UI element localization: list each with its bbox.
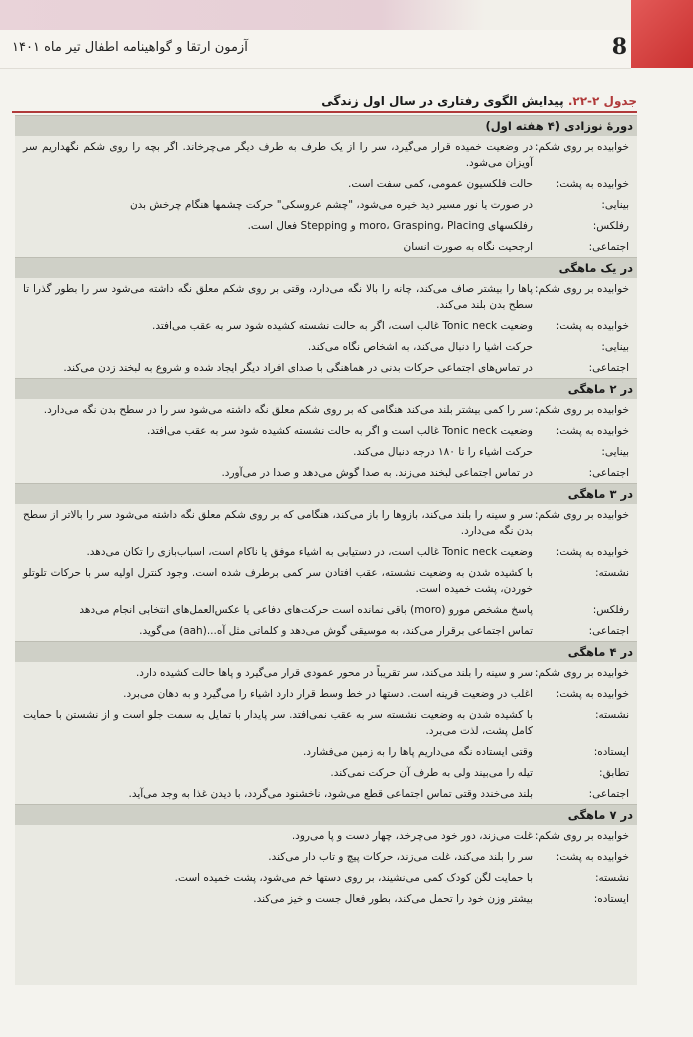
table-row [15,762,637,783]
table-row [15,336,637,357]
row-description: پاسخ مشخص مورو (moro) باقی نمانده است حرکت‌های دفاعی یا عکس‌العمل‌های انتخابی انجام می‌دهد [79,604,533,616]
table-row [15,683,637,704]
row-label: خوابیده بر روی شکم: [534,141,629,153]
table-row [15,562,637,599]
table-row [15,399,637,420]
row-label: خوابیده به پشت: [555,851,629,863]
table-row [15,741,637,762]
table-row [15,541,637,562]
row-label: ایستاده: [593,893,629,905]
section-heading: در ۲ ماهگی [15,378,637,399]
section-heading: دورهٔ نوزادی (۴ هفته اول) [15,115,637,136]
row-description: حرکت اشیاء را تا ۱۸۰ درجه دنبال می‌کند. [353,446,533,458]
table-row [15,236,637,257]
table-caption-title: پیدایش الگوی رفتاری در سال اول زندگی [321,94,564,108]
row-description: در وضعیت خمیده قرار می‌گیرد، سر را از یک طرف به طرف دیگر می‌چرخاند. اگر بچه را روی شکم نگهداریم سر آویزان می‌شود. [23,141,533,169]
table-caption [12,94,637,113]
table-row [15,278,637,315]
row-description: در صورت یا نور مسیر دید خیره می‌شود، "چشم عروسکی" حرکت چشمها هنگام چرخش بدن [129,199,533,211]
row-label: نشسته: [595,567,629,579]
table-row [15,173,637,194]
row-description: با کشیده شدن به وضعیت نشسته سر به عقب نمی‌افتد. سر پایدار با تمایل به سمت جلو است و از نشستن با حمایت کامل پشت، لذت می‌برد. [23,709,533,737]
row-description: تماس اجتماعی برقرار می‌کند، به موسیقی گوش می‌دهد و کلماتی مثل آه...(aah) می‌گوید. [139,625,533,637]
row-label: بینایی: [601,341,629,353]
row-description: وضعیت Tonic neck غالب است و اگر به حالت نشسته کشیده شود سر به عقب می‌افتد. [147,425,533,437]
row-label: تطابق: [599,767,629,779]
row-description: تیله را می‌بیند ولی به طرف آن حرکت نمی‌کند. [330,767,533,779]
row-description: غلت می‌زند، دور خود می‌چرخد، چهار دست و پا می‌رود. [291,830,533,842]
table-row [15,846,637,867]
section-heading: در ۳ ماهگی [15,483,637,504]
table-row [15,662,637,683]
table-row [15,704,637,741]
section-heading: در ۴ ماهگی [15,641,637,662]
table-row [15,136,637,173]
row-description: بلند می‌خندد وقتی تماس اجتماعی قطع می‌شود، ناخشنود می‌گردد، با دیدن غذا به وجد می‌آید. [128,788,533,800]
row-label: خوابیده به پشت: [555,546,629,558]
section-heading: در یک ماهگی [15,257,637,278]
row-label: خوابیده بر روی شکم: [534,404,629,416]
row-label: خوابیده بر روی شکم: [534,830,629,842]
row-label: اجتماعی: [588,362,629,374]
row-label: بینایی: [601,199,629,211]
row-label: ایستاده: [593,746,629,758]
table-row [15,504,637,541]
row-description: وقتی ایستاده نگه می‌داریم پاها را به زمین می‌فشارد. [302,746,533,758]
row-label: اجتماعی: [588,241,629,253]
row-label: خوابیده به پشت: [555,320,629,332]
table-row [15,462,637,483]
row-label: اجتماعی: [588,788,629,800]
table-row [15,867,637,888]
row-label: خوابیده به پشت: [555,688,629,700]
table-row [15,420,637,441]
table-row [15,441,637,462]
row-description: با کشیده شدن به وضعیت نشسته، عقب افتادن سر کمی برطرف شده است. وجود کنترل اولیه سر با حرکات تلوتلو خوردن، پشت خمیده است. [23,567,533,595]
table-row [15,357,637,378]
table-row [15,599,637,620]
table-row [15,825,637,846]
section-heading: در ۷ ماهگی [15,804,637,825]
top-color-band [0,0,693,30]
running-title: آزمون ارتقا و گواهینامه اطفال تیر ماه ۱۴۰۱ [12,40,248,55]
table-row [15,620,637,641]
row-description: با حمایت لگن کودک کمی می‌نشیند، بر روی دستها خم می‌شود، پشت خمیده است. [174,872,533,884]
row-description: سر را کمی بیشتر بلند می‌کند هنگامی که بر روی شکم معلق نگه داشته می‌شود سر را در سطح بدن نگه می‌دارد. [43,404,533,416]
table-row [15,783,637,804]
row-description: ارجحیت نگاه به صورت انسان [403,241,533,253]
row-description: حرکت اشیا را دنبال می‌کند، به اشخاص نگاه می‌کند. [307,341,533,353]
row-label: خوابیده بر روی شکم: [534,509,629,521]
row-description: وضعیت Tonic neck غالب است، در دستیابی به اشیاء موفق یا ناکام است، اسباب‌بازی را تکان می‌دهد. [86,546,533,558]
behavior-table [15,115,637,985]
row-label: خوابیده به پشت: [555,425,629,437]
row-description: اغلب در وضعیت قرینه است. دستها در خط وسط قرار دارد اشیاء را می‌گیرد و به دهان می‌برد. [123,688,533,700]
row-description: وضعیت Tonic neck غالب است، اگر به حالت نشسته کشیده شود سر به عقب می‌افتد. [152,320,533,332]
table-caption-label: جدول ۲-۲۲. [567,94,637,108]
row-label: خوابیده بر روی شکم: [534,283,629,295]
row-description: سر و سینه را بلند می‌کند، سر تقریباً در محور عمودی قرار می‌گیرد و پاها حالت کشیده دارد. [135,667,533,679]
row-label: رفلکس: [592,220,629,232]
table-row [15,315,637,336]
row-label: بینایی: [601,446,629,458]
row-description: رفلکسهای moro، Grasping، Placing و Stepping فعال است. [247,220,533,232]
table-row [15,888,637,909]
row-description: سر و سینه را بلند می‌کند، بازوها را باز می‌کند، هنگامی که بر روی شکم معلق نگه داشته می‌شود سر را بالاتر از سطح بدن نگه می‌دارد. [22,509,533,537]
row-label: نشسته: [595,872,629,884]
row-description: در تماس اجتماعی لبخند می‌زند. به صدا گوش می‌دهد و صدا در می‌آورد. [221,467,533,479]
table-row [15,194,637,215]
row-label: اجتماعی: [588,625,629,637]
row-description: پاها را بیشتر صاف می‌کند، چانه را بالا نگه می‌دارد، وقتی بر روی شکم معلق نگه داشته می‌شود سر را بطور گذرا تا سطح بدن بلند می‌کند. [23,283,533,311]
row-label: رفلکس: [592,604,629,616]
table-row [15,215,637,236]
page-corner-tab [631,0,693,68]
page-number: 8 [611,34,627,60]
row-label: اجتماعی: [588,467,629,479]
row-description: سر را بلند می‌کند، غلت می‌زند، حرکات پیچ و تاب دار می‌کند. [268,851,533,863]
row-label: خوابیده به پشت: [555,178,629,190]
row-description: حالت فلکسیون عمومی، کمی سفت است. [348,178,533,190]
row-description: بیشتر وزن خود را تحمل می‌کند، بطور فعال جست و خیز می‌کند. [253,893,533,905]
row-label: نشسته: [595,709,629,721]
row-label: خوابیده بر روی شکم: [534,667,629,679]
row-description: در تماس‌های اجتماعی حرکات بدنی در هماهنگی با صدای افراد دیگر ایجاد شده و شروع به لبخند زدن می‌کند. [63,362,533,374]
